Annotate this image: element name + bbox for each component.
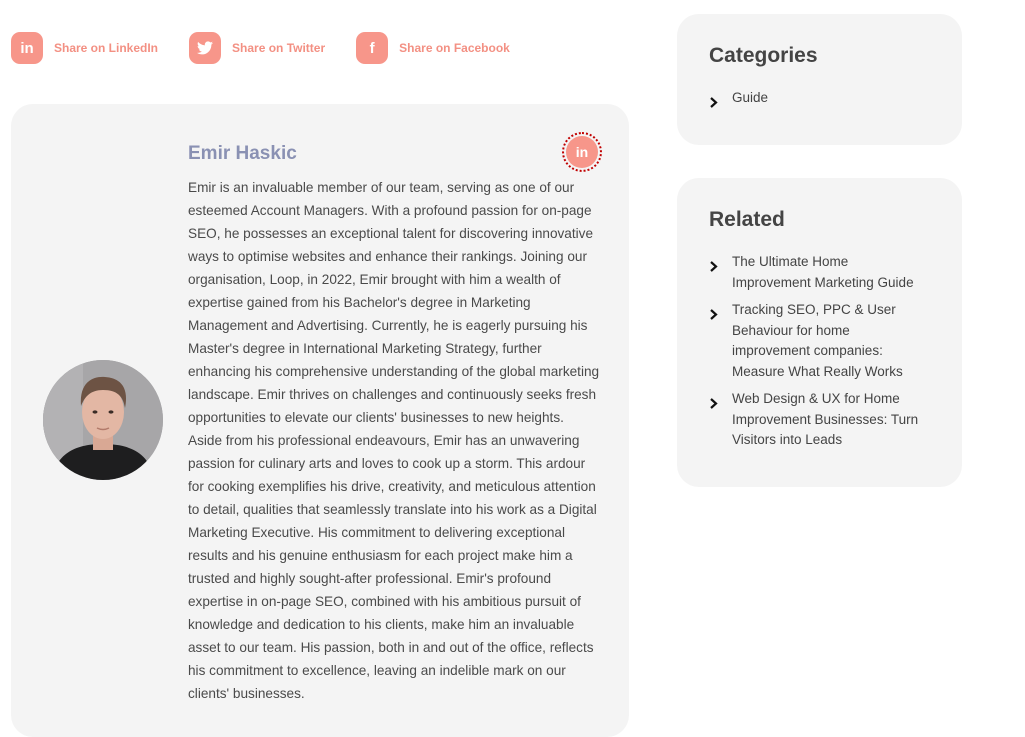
chevron-right-icon	[709, 88, 732, 115]
twitter-icon	[189, 32, 221, 64]
author-bio: Emir is an invaluable member of our team, serving as one of our esteemed Account Managers. With a profound passion for on-page SEO, he possesses an exceptional talent for discovering innovative ways to optimise websites and enhance their rankings. Joining our organisation, Loop, in 2022, Emir brought with him a wealth of expertise gained from his Bachelor's degree in Marketing Management and Advertising. Currently, he is eagerly pursuing his Master's degree in International Marketing Strategy, further enhancing his comprehensive understanding of the global marketing landscape. Emir thrives on challenges and continuously seeks fresh opportunities to elevate our clients' businesses to new heights. Aside from his professional endeavours, Emir has an unwavering passion for culinary arts and loves to cook up a storm. This ardour for cooking exemplifies his drive, creativity, and meticulous attention to detail, qualities that seamlessly translate into his work as a Digital Marketing Executive. His commitment to delivering exceptional results and his genuine enthusiasm for each project make him a trusted and highly sought-after professional. Emir's profound expertise in on-page SEO, combined with his ambitious pursuit of knowledge and dedication to his clients, make him an invaluable asset to our team. His passion, both in and out of the office, reflects his commitment to excellence, leaving an indelible mark on our clients' businesses.	[188, 180, 600, 701]
categories-widget	[677, 14, 962, 145]
share-bar	[11, 32, 541, 64]
linkedin-icon: in	[566, 136, 598, 168]
chevron-right-icon	[709, 389, 732, 416]
chevron-right-icon	[709, 252, 732, 279]
share-twitter-label: Share on Twitter	[232, 41, 326, 55]
share-linkedin-label: Share on LinkedIn	[54, 41, 159, 55]
categories-title: Categories	[709, 44, 818, 67]
chevron-right-icon	[709, 300, 732, 327]
categories-list	[709, 88, 930, 115]
related-item-label: Tracking SEO, PPC & User Behaviour for home improvement companies: Measure What Really Works	[732, 302, 903, 379]
author-name: Emir Haskic	[188, 143, 297, 164]
related-list	[709, 252, 930, 451]
author-avatar	[43, 360, 163, 480]
related-item[interactable]	[709, 300, 930, 382]
related-item[interactable]	[709, 389, 930, 451]
category-item-label: Guide	[732, 90, 769, 105]
share-twitter-button[interactable]	[189, 32, 325, 64]
author-linkedin-button[interactable]	[562, 132, 602, 172]
related-item[interactable]	[709, 252, 930, 293]
author-card	[11, 104, 629, 737]
facebook-icon: f	[356, 32, 388, 64]
category-item[interactable]	[709, 88, 930, 115]
share-linkedin-button[interactable]	[11, 32, 158, 64]
related-item-label: Web Design & UX for Home Improvement Businesses: Turn Visitors into Leads	[732, 391, 919, 447]
related-widget	[677, 178, 962, 487]
linkedin-icon: in	[11, 32, 43, 64]
related-title: Related	[709, 208, 785, 231]
share-facebook-button[interactable]	[356, 32, 510, 64]
related-item-label: The Ultimate Home Improvement Marketing Guide	[732, 254, 914, 290]
share-facebook-label: Share on Facebook	[399, 41, 510, 55]
